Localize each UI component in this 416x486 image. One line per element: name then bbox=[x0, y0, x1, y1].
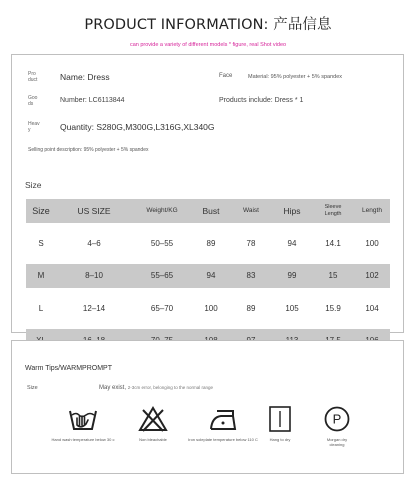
care-caption: Morgan dry cleaning bbox=[326, 437, 348, 447]
table-cell: 12–14 bbox=[82, 303, 106, 313]
header-weight: Weight/KG bbox=[132, 199, 192, 223]
material-value: Material: 95% polyester + 5% spandex bbox=[248, 74, 343, 80]
care-item-hand-wash bbox=[48, 405, 118, 442]
header-size: Size bbox=[26, 199, 56, 223]
care-caption: Hand wash temperature below 30 c bbox=[51, 437, 115, 442]
no-bleach-icon bbox=[138, 405, 168, 433]
care-item-no-bleach bbox=[118, 405, 188, 442]
product-number: Number: LC6113844 bbox=[60, 97, 125, 104]
may-exist-note: 2-3cm error, belonging to the normal range bbox=[127, 385, 213, 390]
table-cell: 15.9 bbox=[325, 303, 341, 313]
table-cell: 8–10 bbox=[56, 264, 132, 288]
table-cell: 104 bbox=[365, 303, 379, 313]
table-cell: 55–65 bbox=[132, 264, 192, 288]
size-table bbox=[26, 199, 390, 353]
svg-text:P: P bbox=[332, 411, 342, 427]
care-caption: Hang to dry bbox=[269, 437, 291, 442]
table-row bbox=[26, 232, 390, 256]
table-cell: 83 bbox=[230, 264, 272, 288]
table-cell: 100 bbox=[365, 238, 379, 248]
table-cell: L bbox=[38, 303, 44, 313]
header-sleeve-length: Sleeve Length bbox=[312, 199, 354, 223]
care-caption: Iron soleplate temperature below 110 C bbox=[188, 437, 258, 442]
size-error-note bbox=[99, 385, 213, 391]
may-exist-text: May exist, bbox=[99, 385, 127, 391]
table-cell: S bbox=[38, 238, 44, 248]
table-cell: 78 bbox=[246, 238, 256, 248]
selling-point: Selling point description: 95% polyester + 5% spandex bbox=[28, 147, 149, 153]
hang-dry-icon bbox=[267, 405, 293, 433]
table-cell: 4–6 bbox=[87, 238, 101, 248]
page-title: PRODUCT INFORMATION: 产品信息 bbox=[84, 17, 332, 33]
table-cell: 105 bbox=[285, 303, 299, 313]
warm-tips-card bbox=[11, 340, 404, 474]
table-cell: 94 bbox=[192, 264, 230, 288]
table-cell: 99 bbox=[272, 264, 312, 288]
table-cell: 15 bbox=[312, 264, 354, 288]
table-cell: 14.1 bbox=[325, 238, 341, 248]
product-name: Name: Dress bbox=[60, 72, 110, 82]
table-cell: 100 bbox=[204, 303, 218, 313]
header-waist: Waist bbox=[230, 199, 272, 223]
care-caption: Non bleachable bbox=[139, 437, 167, 442]
header-bust: Bust bbox=[192, 199, 230, 223]
table-cell: 94 bbox=[287, 238, 297, 248]
table-cell: M bbox=[26, 264, 56, 288]
warm-tips-title: Warm Tips/WARMPROMPT bbox=[25, 365, 112, 372]
table-row bbox=[26, 264, 390, 288]
header-us-size: US SIZE bbox=[56, 199, 132, 223]
dry-clean-icon bbox=[323, 405, 351, 433]
size-table-header bbox=[26, 199, 390, 223]
goods-label: Goo ds bbox=[28, 95, 38, 107]
header-length: Length bbox=[354, 199, 390, 223]
page-header bbox=[0, 0, 416, 48]
table-cell: 89 bbox=[206, 238, 216, 248]
product-label: Pro duct bbox=[28, 71, 38, 83]
table-row bbox=[26, 297, 390, 321]
product-quantity: Quantity: S280G,M300G,L316G,XL340G bbox=[60, 122, 215, 132]
table-cell: 89 bbox=[246, 303, 256, 313]
table-cell: 65–70 bbox=[150, 303, 174, 313]
face-label: Face bbox=[219, 73, 233, 79]
care-item-dry-clean bbox=[302, 405, 372, 447]
hand-wash-icon bbox=[68, 405, 98, 433]
page-subtitle: can provide a variety of different models * figure, real Shot video bbox=[129, 42, 287, 48]
header-hips: Hips bbox=[272, 199, 312, 223]
product-includes: Products include: Dress * 1 bbox=[219, 97, 304, 104]
table-cell: 50–55 bbox=[150, 238, 174, 248]
iron-icon bbox=[207, 405, 239, 433]
product-info-card bbox=[11, 54, 404, 333]
size-section-title: Size bbox=[25, 180, 42, 190]
warm-tips-size-label: Size bbox=[27, 385, 38, 391]
heavy-label: Heav y bbox=[28, 121, 40, 133]
table-cell: 102 bbox=[354, 264, 390, 288]
